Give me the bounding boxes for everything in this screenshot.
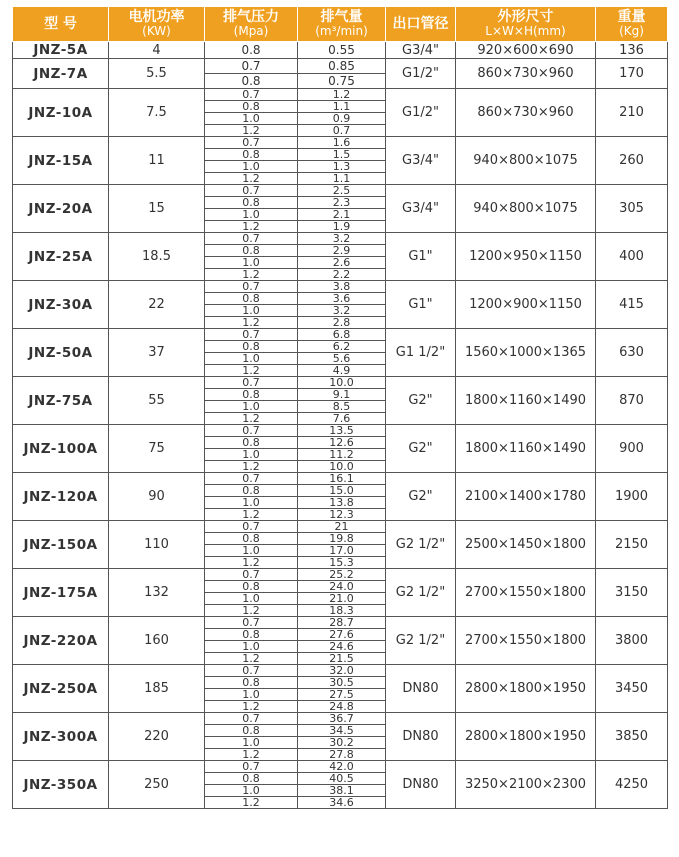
- flow-cell: 3.2: [298, 233, 386, 245]
- flow-cell: 0.85: [298, 59, 386, 74]
- flow-cell: 30.5: [298, 677, 386, 689]
- weight-cell: 3150: [596, 569, 668, 617]
- table-row: [13, 42, 668, 59]
- size-cell: 2700×1550×1800: [456, 617, 596, 665]
- model-cell: JNZ-5A: [13, 42, 109, 59]
- flow-cell: 19.8: [298, 533, 386, 545]
- pressure-cell: 1.0: [205, 401, 298, 413]
- pressure-cell: 1.2: [205, 653, 298, 665]
- pressure-cell: 1.2: [205, 509, 298, 521]
- flow-cell: 3.2: [298, 305, 386, 317]
- weight-cell: 415: [596, 281, 668, 329]
- weight-cell: 3800: [596, 617, 668, 665]
- pressure-cell: 1.2: [205, 557, 298, 569]
- power-cell: 5.5: [109, 59, 205, 89]
- pressure-cell: 0.8: [205, 293, 298, 305]
- weight-cell: 3450: [596, 665, 668, 713]
- weight-cell: 305: [596, 185, 668, 233]
- power-cell: 160: [109, 617, 205, 665]
- pressure-cell: 1.2: [205, 797, 298, 809]
- flow-cell: 0.75: [298, 74, 386, 89]
- table-row: [13, 521, 668, 533]
- flow-cell: 32.0: [298, 665, 386, 677]
- header-row: [13, 7, 668, 42]
- header-model: 型 号: [13, 7, 109, 42]
- pressure-cell: 0.8: [205, 581, 298, 593]
- spec-table-body: [13, 42, 668, 809]
- flow-cell: 13.8: [298, 497, 386, 509]
- size-cell: 920×600×690: [456, 42, 596, 59]
- flow-cell: 27.6: [298, 629, 386, 641]
- size-cell: 2100×1400×1780: [456, 473, 596, 521]
- flow-cell: 25.2: [298, 569, 386, 581]
- flow-cell: 4.9: [298, 365, 386, 377]
- model-cell: JNZ-15A: [13, 137, 109, 185]
- outlet-cell: G2 1/2": [386, 617, 456, 665]
- flow-cell: 24.8: [298, 701, 386, 713]
- model-cell: JNZ-25A: [13, 233, 109, 281]
- model-cell: JNZ-175A: [13, 569, 109, 617]
- pressure-cell: 0.7: [205, 377, 298, 389]
- flow-cell: 3.8: [298, 281, 386, 293]
- flow-cell: 7.6: [298, 413, 386, 425]
- flow-cell: 0.9: [298, 113, 386, 125]
- header-outlet: 出口管径: [386, 7, 456, 42]
- pressure-cell: 1.0: [205, 785, 298, 797]
- pressure-cell: 0.8: [205, 245, 298, 257]
- header-flow: 排气量 (m³/min): [298, 7, 386, 42]
- power-cell: 250: [109, 761, 205, 809]
- pressure-cell: 0.7: [205, 569, 298, 581]
- pressure-cell: 1.0: [205, 545, 298, 557]
- model-cell: JNZ-220A: [13, 617, 109, 665]
- pressure-cell: 1.0: [205, 737, 298, 749]
- pressure-cell: 1.0: [205, 353, 298, 365]
- pressure-cell: 1.2: [205, 125, 298, 137]
- pressure-cell: 0.8: [205, 42, 298, 59]
- pressure-cell: 0.8: [205, 485, 298, 497]
- weight-cell: 170: [596, 59, 668, 89]
- model-cell: JNZ-250A: [13, 665, 109, 713]
- pressure-cell: 0.7: [205, 665, 298, 677]
- flow-cell: 0.7: [298, 125, 386, 137]
- outlet-cell: G2 1/2": [386, 521, 456, 569]
- flow-cell: 42.0: [298, 761, 386, 773]
- table-row: [13, 89, 668, 101]
- power-cell: 4: [109, 42, 205, 59]
- flow-cell: 10.0: [298, 377, 386, 389]
- flow-cell: 1.1: [298, 173, 386, 185]
- flow-cell: 34.6: [298, 797, 386, 809]
- outlet-cell: G2": [386, 425, 456, 473]
- power-cell: 185: [109, 665, 205, 713]
- pressure-cell: 0.7: [205, 185, 298, 197]
- pressure-cell: 0.7: [205, 713, 298, 725]
- weight-cell: 630: [596, 329, 668, 377]
- flow-cell: 27.5: [298, 689, 386, 701]
- pressure-cell: 0.7: [205, 329, 298, 341]
- power-cell: 7.5: [109, 89, 205, 137]
- power-cell: 132: [109, 569, 205, 617]
- pressure-cell: 0.8: [205, 629, 298, 641]
- flow-cell: 2.5: [298, 185, 386, 197]
- pressure-cell: 0.7: [205, 521, 298, 533]
- flow-cell: 21.0: [298, 593, 386, 605]
- flow-cell: 28.7: [298, 617, 386, 629]
- size-cell: 1800×1160×1490: [456, 377, 596, 425]
- pressure-cell: 0.8: [205, 197, 298, 209]
- weight-cell: 400: [596, 233, 668, 281]
- outlet-cell: G2 1/2": [386, 569, 456, 617]
- outlet-cell: G2": [386, 377, 456, 425]
- spec-table: [12, 6, 668, 809]
- size-cell: 860×730×960: [456, 59, 596, 89]
- outlet-cell: DN80: [386, 665, 456, 713]
- table-row: [13, 473, 668, 485]
- pressure-cell: 0.8: [205, 341, 298, 353]
- pressure-cell: 1.0: [205, 257, 298, 269]
- flow-cell: 15.3: [298, 557, 386, 569]
- flow-cell: 15.0: [298, 485, 386, 497]
- pressure-cell: 1.2: [205, 365, 298, 377]
- model-cell: JNZ-10A: [13, 89, 109, 137]
- pressure-cell: 0.8: [205, 725, 298, 737]
- header-size: 外形尺寸 L×W×H(mm): [456, 7, 596, 42]
- weight-cell: 136: [596, 42, 668, 59]
- size-cell: 1200×950×1150: [456, 233, 596, 281]
- weight-cell: 4250: [596, 761, 668, 809]
- flow-cell: 5.6: [298, 353, 386, 365]
- weight-cell: 2150: [596, 521, 668, 569]
- pressure-cell: 1.0: [205, 209, 298, 221]
- pressure-cell: 1.2: [205, 749, 298, 761]
- pressure-cell: 0.8: [205, 677, 298, 689]
- power-cell: 15: [109, 185, 205, 233]
- pressure-cell: 0.8: [205, 437, 298, 449]
- power-cell: 22: [109, 281, 205, 329]
- size-cell: 1200×900×1150: [456, 281, 596, 329]
- flow-cell: 38.1: [298, 785, 386, 797]
- pressure-cell: 0.7: [205, 761, 298, 773]
- size-cell: 1800×1160×1490: [456, 425, 596, 473]
- pressure-cell: 1.2: [205, 413, 298, 425]
- flow-cell: 1.1: [298, 101, 386, 113]
- weight-cell: 870: [596, 377, 668, 425]
- flow-cell: 2.6: [298, 257, 386, 269]
- size-cell: 940×800×1075: [456, 185, 596, 233]
- pressure-cell: 1.0: [205, 305, 298, 317]
- flow-cell: 1.3: [298, 161, 386, 173]
- flow-cell: 2.3: [298, 197, 386, 209]
- pressure-cell: 0.7: [205, 137, 298, 149]
- outlet-cell: G2": [386, 473, 456, 521]
- outlet-cell: G3/4": [386, 42, 456, 59]
- header-pressure: 排气压力 (Mpa): [205, 7, 298, 42]
- flow-cell: 2.8: [298, 317, 386, 329]
- flow-cell: 10.0: [298, 461, 386, 473]
- flow-cell: 34.5: [298, 725, 386, 737]
- pressure-cell: 1.0: [205, 497, 298, 509]
- model-cell: JNZ-30A: [13, 281, 109, 329]
- pressure-cell: 0.7: [205, 425, 298, 437]
- pressure-cell: 1.0: [205, 641, 298, 653]
- pressure-cell: 1.2: [205, 701, 298, 713]
- table-row: [13, 713, 668, 725]
- pressure-cell: 0.8: [205, 149, 298, 161]
- pressure-cell: 0.7: [205, 233, 298, 245]
- flow-cell: 24.6: [298, 641, 386, 653]
- size-cell: 3250×2100×2300: [456, 761, 596, 809]
- size-cell: 2800×1800×1950: [456, 665, 596, 713]
- model-cell: JNZ-50A: [13, 329, 109, 377]
- flow-cell: 27.8: [298, 749, 386, 761]
- flow-cell: 21.5: [298, 653, 386, 665]
- size-cell: 2500×1450×1800: [456, 521, 596, 569]
- flow-cell: 1.5: [298, 149, 386, 161]
- pressure-cell: 0.8: [205, 101, 298, 113]
- table-row: [13, 233, 668, 245]
- flow-cell: 9.1: [298, 389, 386, 401]
- flow-cell: 11.2: [298, 449, 386, 461]
- flow-cell: 30.2: [298, 737, 386, 749]
- power-cell: 90: [109, 473, 205, 521]
- flow-cell: 3.6: [298, 293, 386, 305]
- flow-cell: 40.5: [298, 773, 386, 785]
- pressure-cell: 1.0: [205, 689, 298, 701]
- pressure-cell: 1.0: [205, 113, 298, 125]
- outlet-cell: G1/2": [386, 59, 456, 89]
- pressure-cell: 1.2: [205, 173, 298, 185]
- size-cell: 1560×1000×1365: [456, 329, 596, 377]
- model-cell: JNZ-100A: [13, 425, 109, 473]
- power-cell: 18.5: [109, 233, 205, 281]
- spec-table-container: [12, 6, 667, 809]
- pressure-cell: 1.2: [205, 605, 298, 617]
- table-row: [13, 281, 668, 293]
- power-cell: 75: [109, 425, 205, 473]
- table-row: [13, 377, 668, 389]
- table-row: [13, 569, 668, 581]
- model-cell: JNZ-7A: [13, 59, 109, 89]
- outlet-cell: DN80: [386, 761, 456, 809]
- table-row: [13, 761, 668, 773]
- flow-cell: 2.1: [298, 209, 386, 221]
- power-cell: 37: [109, 329, 205, 377]
- model-cell: JNZ-120A: [13, 473, 109, 521]
- flow-cell: 21: [298, 521, 386, 533]
- table-row: [13, 617, 668, 629]
- flow-cell: 16.1: [298, 473, 386, 485]
- model-cell: JNZ-300A: [13, 713, 109, 761]
- outlet-cell: G3/4": [386, 185, 456, 233]
- model-cell: JNZ-20A: [13, 185, 109, 233]
- flow-cell: 6.2: [298, 341, 386, 353]
- pressure-cell: 0.7: [205, 89, 298, 101]
- pressure-cell: 1.0: [205, 593, 298, 605]
- outlet-cell: G1/2": [386, 89, 456, 137]
- power-cell: 55: [109, 377, 205, 425]
- pressure-cell: 0.7: [205, 617, 298, 629]
- outlet-cell: G1 1/2": [386, 329, 456, 377]
- table-row: [13, 425, 668, 437]
- header-power: 电机功率 (KW): [109, 7, 205, 42]
- pressure-cell: 1.2: [205, 461, 298, 473]
- flow-cell: 1.9: [298, 221, 386, 233]
- size-cell: 2700×1550×1800: [456, 569, 596, 617]
- header-weight: 重量 (Kg): [596, 7, 668, 42]
- flow-cell: 8.5: [298, 401, 386, 413]
- pressure-cell: 1.0: [205, 161, 298, 173]
- table-row: [13, 665, 668, 677]
- flow-cell: 6.8: [298, 329, 386, 341]
- weight-cell: 900: [596, 425, 668, 473]
- table-row: [13, 185, 668, 197]
- size-cell: 940×800×1075: [456, 137, 596, 185]
- flow-cell: 12.6: [298, 437, 386, 449]
- size-cell: 2800×1800×1950: [456, 713, 596, 761]
- weight-cell: 3850: [596, 713, 668, 761]
- model-cell: JNZ-350A: [13, 761, 109, 809]
- flow-cell: 36.7: [298, 713, 386, 725]
- power-cell: 11: [109, 137, 205, 185]
- flow-cell: 13.5: [298, 425, 386, 437]
- flow-cell: 2.9: [298, 245, 386, 257]
- table-row: [13, 329, 668, 341]
- flow-cell: 24.0: [298, 581, 386, 593]
- pressure-cell: 1.2: [205, 221, 298, 233]
- pressure-cell: 1.0: [205, 449, 298, 461]
- outlet-cell: G1": [386, 233, 456, 281]
- flow-cell: 17.0: [298, 545, 386, 557]
- outlet-cell: G3/4": [386, 137, 456, 185]
- outlet-cell: DN80: [386, 713, 456, 761]
- pressure-cell: 0.8: [205, 389, 298, 401]
- flow-cell: 0.55: [298, 42, 386, 59]
- table-row: [13, 59, 668, 74]
- pressure-cell: 0.8: [205, 773, 298, 785]
- flow-cell: 2.2: [298, 269, 386, 281]
- pressure-cell: 0.8: [205, 533, 298, 545]
- power-cell: 110: [109, 521, 205, 569]
- pressure-cell: 1.2: [205, 269, 298, 281]
- flow-cell: 1.2: [298, 89, 386, 101]
- size-cell: 860×730×960: [456, 89, 596, 137]
- model-cell: JNZ-75A: [13, 377, 109, 425]
- model-cell: JNZ-150A: [13, 521, 109, 569]
- outlet-cell: G1": [386, 281, 456, 329]
- flow-cell: 12.3: [298, 509, 386, 521]
- power-cell: 220: [109, 713, 205, 761]
- weight-cell: 1900: [596, 473, 668, 521]
- table-row: [13, 137, 668, 149]
- pressure-cell: 0.7: [205, 281, 298, 293]
- weight-cell: 210: [596, 89, 668, 137]
- pressure-cell: 0.7: [205, 473, 298, 485]
- weight-cell: 260: [596, 137, 668, 185]
- pressure-cell: 1.2: [205, 317, 298, 329]
- pressure-cell: 0.8: [205, 74, 298, 89]
- flow-cell: 1.6: [298, 137, 386, 149]
- pressure-cell: 0.7: [205, 59, 298, 74]
- flow-cell: 18.3: [298, 605, 386, 617]
